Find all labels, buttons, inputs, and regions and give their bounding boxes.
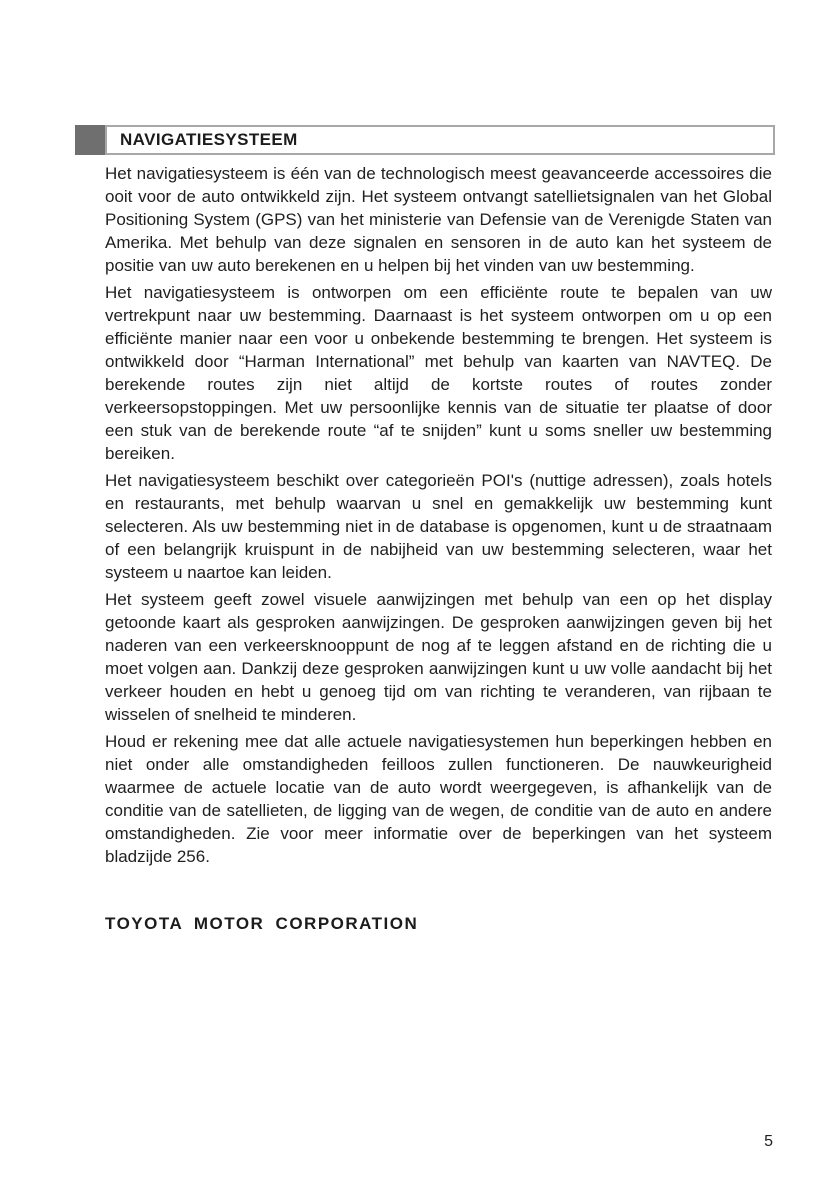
paragraph-limitations: Houd er rekening mee dat alle actuele navigatiesystemen hun beperkingen hebben en niet onder alle omstandigheden feilloos zullen functioneren. De nauwkeurigheid waarmee de actuele locatie van de auto wordt weergegeven, is afhankelijk van de conditie van de satellieten, de ligging van de wegen, de conditie van de auto en andere omstandigheden. Zie voor meer informatie over de beperkingen van het systeem bladzijde 256. [105,732,772,866]
section-header [75,125,775,155]
page-title: NAVIGATIESYSTEEM [120,130,298,149]
page-number: 5 [764,1133,773,1150]
paragraph-guidance: Het systeem geeft zowel visuele aanwijzingen met behulp van een op het display getoonde kaart als gesproken aanwijzingen. De gesproken aanwijzingen geven bij het naderen van een verkeersknooppunt de nog af te leggen afstand en de richting die u moet volgen aan. Dankzij deze gesproken aanwijzingen kunt u uw volle aandacht bij het verkeer houden en hebt u genoeg tijd om van richting te veranderen, van rijbaan te wisselen of snelheid te minderen. [105,590,772,724]
section-title-box [105,125,775,155]
paragraph-route-design: Het navigatiesysteem is ontworpen om een efficiënte route te bepalen van uw vertrekpunt naar uw bestemming. Daarnaast is het systeem ontworpen om u op een efficiënte manier naar een voor u onbekende bestemming te brengen. Het systeem is ontwikkeld door “Harman International” met behulp van kaarten van NAVTEQ. De berekende routes zijn niet altijd de kortste routes of routes zonder verkeersopstoppingen. Met uw persoonlijke kennis van de situatie ter plaatse of door een stuk van de berekende route “af te snijden” kunt u soms sneller uw bestemming bereiken. [105,283,772,463]
paragraph-intro: Het navigatiesysteem is één van de technologisch meest geavanceerde accessoires die ooit voor de auto ontwikkeld zijn. Het systeem ontvangt satellietsignalen van het Global Positioning System (GPS) van het ministerie van Defensie van de Verenigde Staten van Amerika. Met behulp van deze signalen en sensoren in de auto kan het systeem de positie van uw auto berekenen en u helpen bij het vinden van uw bestemming. [105,164,772,275]
company-name: TOYOTA MOTOR CORPORATION [105,914,419,933]
body-text [105,162,772,934]
section-marker-square [75,125,105,155]
paragraph-poi: Het navigatiesysteem beschikt over categorieën POI's (nuttige adressen), zoals hotels en restaurants, met behulp waarvan u snel en gemakkelijk uw bestemming kunt selecteren. Als uw bestemming niet in de database is opgenomen, kunt u de straatnaam of een belangrijk kruispunt in de nabijheid van uw bestemming selecteren, waar het systeem u naartoe kan leiden. [105,471,772,582]
